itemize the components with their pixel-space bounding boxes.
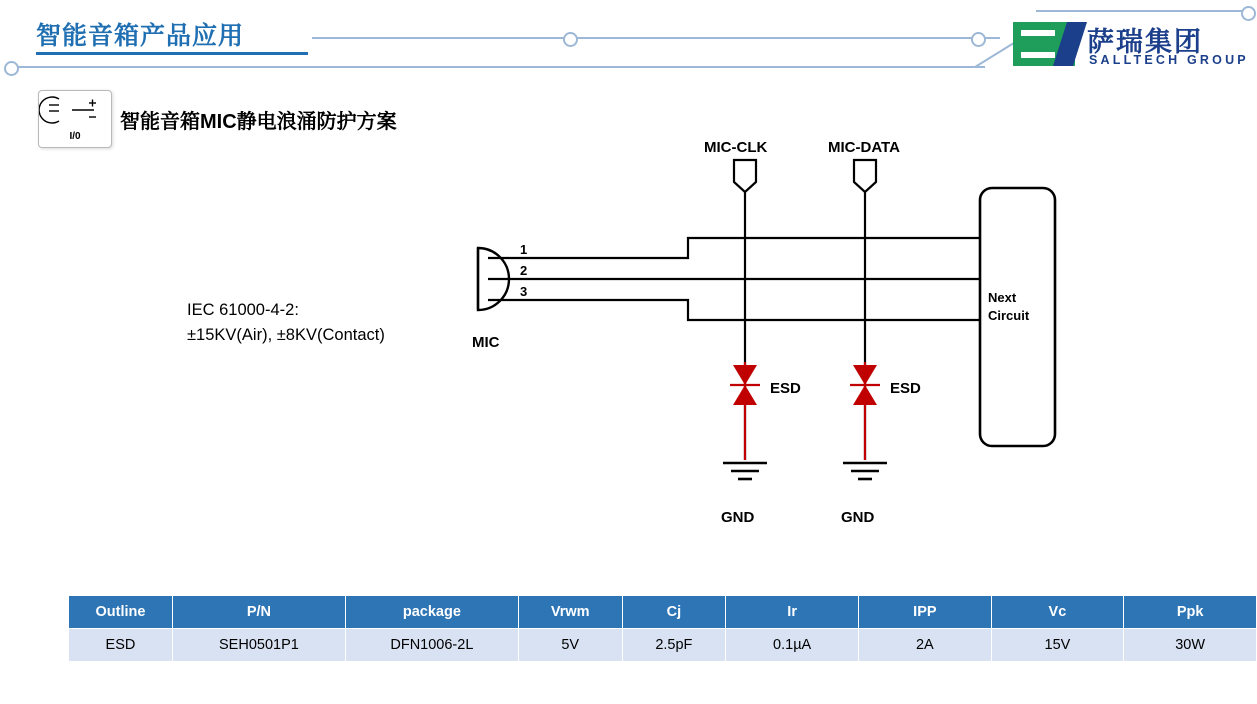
ground-symbol-1-icon (723, 463, 767, 479)
iec-note-line-1: IEC 61000-4-2: (187, 301, 299, 319)
ground-symbol-2-icon (843, 463, 887, 479)
esd-diode-1-icon (730, 362, 760, 460)
label-esd-1: ESD (770, 380, 801, 397)
label-pin-2: 2 (520, 263, 528, 278)
table-header-row (69, 596, 1257, 629)
table-header-ir: Ir (726, 596, 859, 629)
parameter-table (68, 595, 1257, 662)
circuit-diagram (440, 130, 1120, 550)
table-header-package: package (345, 596, 518, 629)
header-decor-line-top (312, 37, 1000, 39)
label-pin-1: 1 (520, 242, 528, 257)
cell-outline: ESD (69, 629, 173, 662)
header-node-icon-1 (563, 32, 578, 47)
cell-cj: 2.5pF (622, 629, 726, 662)
cell-package: DFN1006-2L (345, 629, 518, 662)
section-heading: 智能音箱MIC静电浪涌防护方案 (120, 111, 397, 133)
logo-chinese-name: 萨瑞集团 (1087, 27, 1203, 57)
label-next-circuit-line1: Next (988, 290, 1017, 305)
esd-diode-2-icon (850, 362, 880, 460)
signal-terminal-mic-data (854, 160, 876, 192)
io-port-icon-label: I/0 (69, 131, 81, 142)
table-row (69, 629, 1257, 662)
header-node-icon-3 (4, 61, 19, 76)
cell-ppk: 30W (1124, 629, 1257, 662)
table-header-vc: Vc (991, 596, 1124, 629)
table-header-pn: P/N (172, 596, 345, 629)
label-mic: MIC (472, 334, 500, 351)
cell-vc: 15V (991, 629, 1124, 662)
label-next-circuit-line2: Circuit (988, 308, 1030, 323)
label-gnd-2: GND (841, 509, 875, 526)
table-header-outline: Outline (69, 596, 173, 629)
header-decor-line-right (1036, 10, 1246, 12)
cell-vrwm: 5V (518, 629, 622, 662)
cell-ir: 0.1µA (726, 629, 859, 662)
table-header-cj: Cj (622, 596, 726, 629)
label-gnd-1: GND (721, 509, 755, 526)
io-port-icon (38, 90, 112, 148)
title-underline (36, 52, 308, 55)
iec-note-line-2: ±15KV(Air), ±8KV(Contact) (187, 326, 385, 344)
page-title: 智能音箱产品应用 (36, 22, 245, 50)
label-esd-2: ESD (890, 380, 921, 397)
label-mic-clk: MIC-CLK (704, 139, 768, 156)
header-node-icon-2 (971, 32, 986, 47)
cell-pn: SEH0501P1 (172, 629, 345, 662)
table-header-ppk: Ppk (1124, 596, 1257, 629)
label-pin-3: 3 (520, 284, 528, 299)
signal-terminal-mic-clk (734, 160, 756, 192)
logo-english-name: SALLTECH GROUP (1089, 53, 1249, 67)
table-header-ipp: IPP (859, 596, 992, 629)
table-header-vrwm: Vrwm (518, 596, 622, 629)
header-decor-line-bottom (10, 66, 985, 68)
logo-slash-icon (1043, 20, 1087, 68)
cell-ipp: 2A (859, 629, 992, 662)
label-mic-data: MIC-DATA (828, 139, 900, 156)
company-logo (1013, 18, 1249, 74)
iec-standard-note (187, 298, 385, 348)
